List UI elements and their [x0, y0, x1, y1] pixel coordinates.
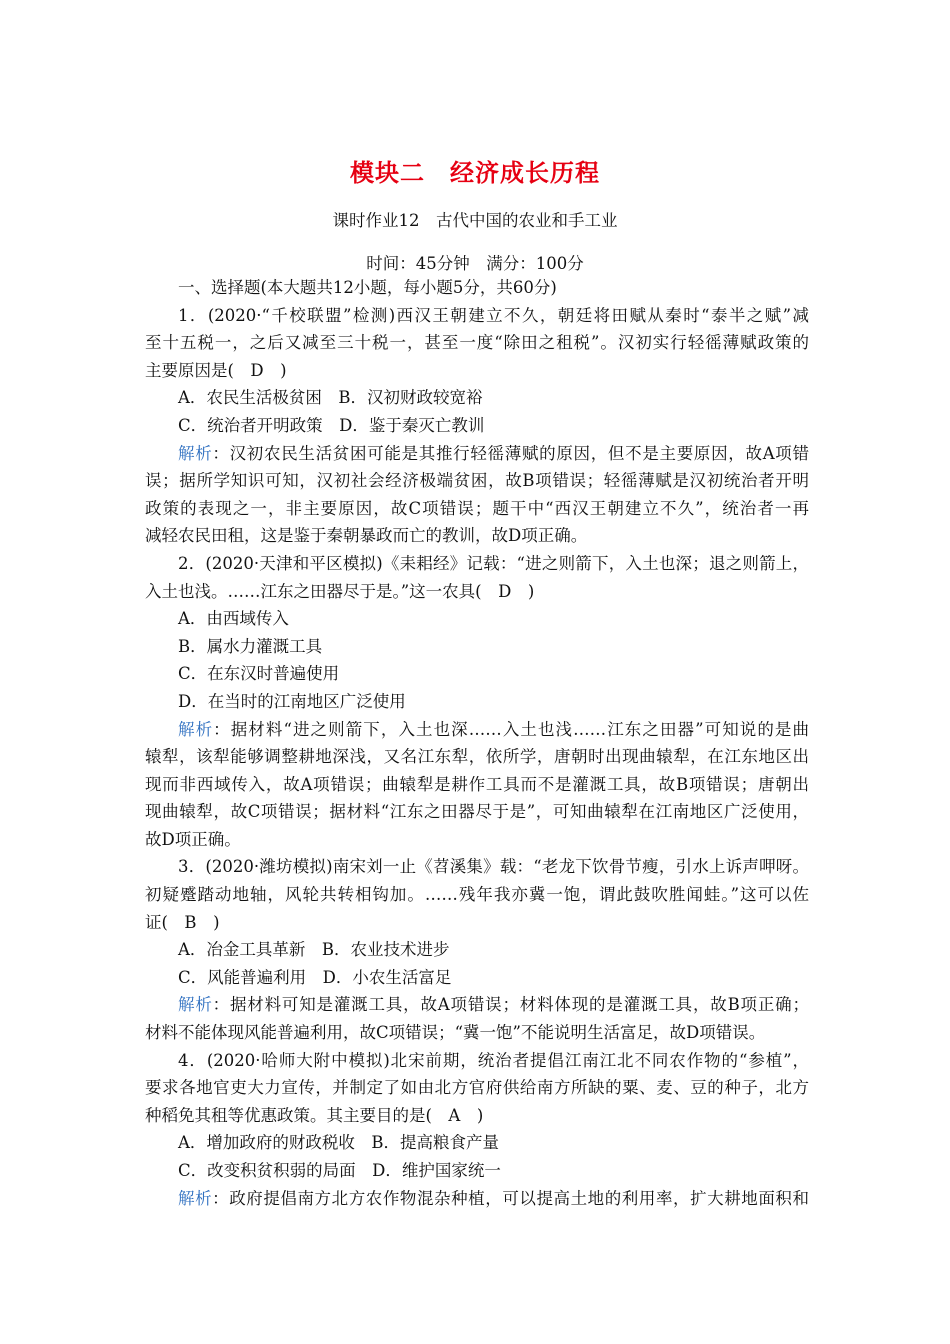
answer-option: D．在当时的江南地区广泛使用 [178, 691, 406, 711]
section-heading: 一、选择题(本大题共12小题，每小题5分，共60分) [178, 278, 557, 297]
answer-option: C．改变积贫积弱的局面 D．维护国家统一 [178, 1161, 501, 1180]
analysis-line [145, 826, 809, 854]
analysis-first-line [145, 440, 809, 468]
answer-option: A．冶金工具革新 B．农业技术进步 [178, 940, 450, 960]
question-stem-line: 要求各地官吏大力宣传，并制定了如由北方官府供给南方所缺的粟、麦、豆的种子，北方 [145, 1078, 809, 1098]
analysis-text: ：汉初农民生活贫困可能是其推行轻徭薄赋的原因，但不是主要原因，故A项错 [212, 443, 809, 463]
analysis-line [145, 743, 809, 771]
analysis-label: 解析 [178, 1188, 213, 1208]
analysis-text: 现曲辕犁，故C项错误；据材料“江东之田器尽于是”，可知曲辕犁在江南地区广泛使用， [145, 802, 809, 822]
analysis-label: 解析 [178, 995, 213, 1015]
analysis-line [145, 467, 809, 495]
analysis-text: ：据材料“进之则箭下，入土也深……入土也浅……江东之田器”可知说的是曲 [213, 719, 809, 739]
analysis-text: ：政府提倡南方北方农作物混杂种植，可以提高土地的利用率，扩大耕地面积和 [212, 1188, 809, 1208]
time-info: 时间：45分钟 满分：100分 [366, 254, 584, 273]
analysis-text: 辕犁，该犁能够调整耕地深浅，又名江东犁，依所学，唐朝时出现曲辕犁，在江东地区出 [145, 747, 809, 767]
answer-option: B．属水力灌溉工具 [178, 636, 323, 656]
analysis-line [145, 495, 809, 523]
answer-option: A．农民生活极贫困 B．汉初财政较宽裕 [178, 388, 483, 408]
analysis-text: 故D项正确。 [145, 829, 241, 849]
answer-option: C．统治者开明政策 D．鉴于秦灭亡教训 [178, 415, 485, 435]
analysis-text: 政策的表现之一，非主要原因，故C项错误；题干中“西汉王朝建立不久”，统治者一再 [145, 498, 809, 518]
answer-option: C．风能普遍利用 D．小农生活富足 [178, 967, 452, 987]
analysis-line [145, 771, 809, 799]
analysis-text: 误；据所学知识可知，汉初社会经济极端贫困，故B项错误；轻徭薄赋是汉初统治者开明 [145, 471, 809, 491]
answer-option: C．在东汉时普遍使用 [178, 664, 340, 684]
analysis-first-line [145, 716, 809, 744]
question-stem-line: 入土也浅。……江东之田器尽于是。”这一农具( D ) [145, 581, 535, 601]
analysis-first-line [145, 991, 809, 1019]
question-stem-line: 种稻免其租等优惠政策。其主要目的是( A ) [145, 1105, 484, 1125]
analysis-line [145, 1019, 809, 1047]
analysis-line [145, 522, 809, 550]
analysis-text: 材料不能体现风能普遍利用，故C项错误；“冀一饱”不能说明生活富足，故D项错误。 [145, 1023, 766, 1043]
lesson-title: 课时作业12 古代中国的农业和手工业 [332, 211, 618, 230]
answer-option: A．增加政府的财政税收 B．提高粮食产量 [178, 1133, 500, 1153]
document-body [145, 274, 809, 1212]
question-stem-line: 2．(2020·天津和平区模拟)《耒耜经》记载：“进之则箭下，入土也深；退之则箭上， [178, 553, 809, 573]
analysis-label: 解析 [178, 443, 213, 463]
analysis-text: 减轻农民田租，这是鉴于秦朝暴政而亡的教训，故D项正确。 [145, 526, 588, 546]
question-stem-line: 3．(2020·潍坊模拟)南宋刘一止《苕溪集》载：“老龙下饮骨节瘦，引水上诉声呷呀。 [178, 857, 809, 877]
question-stem-line: 主要原因是( D ) [145, 360, 287, 380]
answer-option: A．由西域传入 [178, 609, 289, 629]
analysis-text: ：据材料可知是灌溉工具，故A项错误；材料体现的是灌溉工具，故B项正确； [212, 995, 809, 1015]
question-stem-line: 证( B ) [145, 912, 220, 932]
question-stem-line: 初疑蹙踏动地轴，风轮共转相钩加。……残年我亦冀一饱，谓此鼓吹胜闻蛙。”这可以佐 [145, 885, 809, 905]
analysis-first-line [145, 1185, 809, 1213]
question-stem-line: 1．(2020·“千校联盟”检测)西汉王朝建立不久，朝廷将田赋从秦时“泰半之赋”减 [178, 305, 809, 325]
module-title: 模块二 经济成长历程 [350, 158, 600, 187]
analysis-line [145, 798, 809, 826]
analysis-text: 现而非西域传入，故A项错误；曲辕犁是耕作工具而不是灌溉工具，故B项错误；唐朝出 [145, 774, 809, 794]
question-stem-line: 至十五税一，之后又减至三十税一，甚至一度“除田之租税”。汉初实行轻徭薄赋政策的 [145, 333, 809, 353]
question-stem-line: 4．(2020·哈师大附中模拟)北宋前期，统治者提倡江南江北不同农作物的“参植”， [178, 1050, 809, 1070]
analysis-label: 解析 [178, 719, 214, 739]
